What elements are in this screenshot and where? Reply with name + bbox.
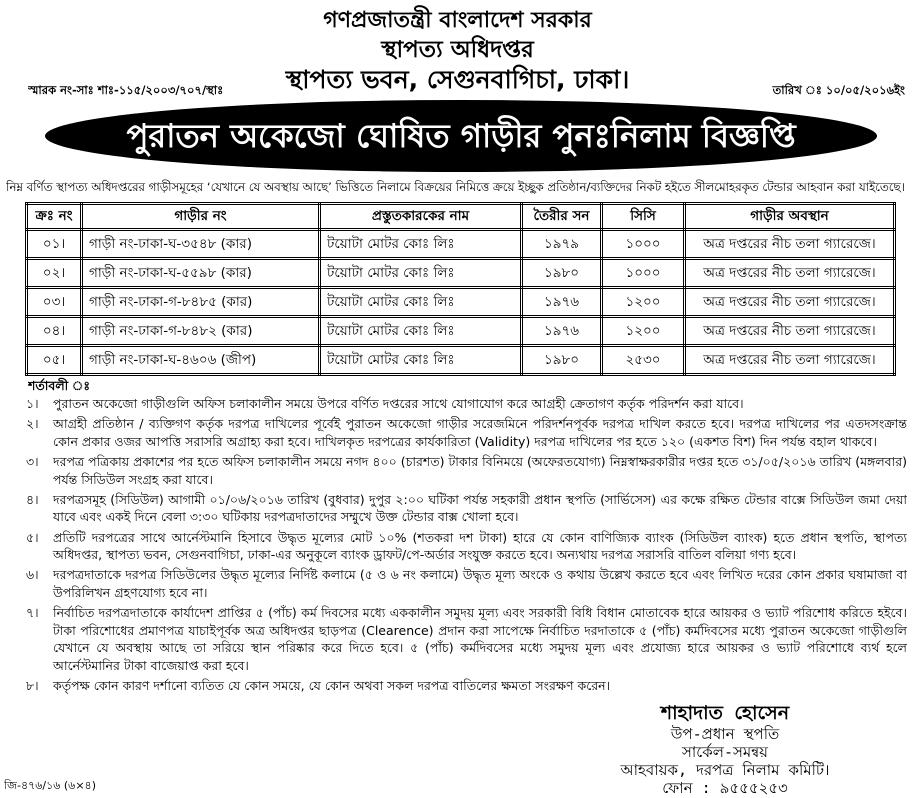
signatory-circle: সার্কেল-সমন্বয় [681, 743, 769, 761]
notice-banner [45, 100, 877, 172]
cc-cell: ১২০০ [602, 317, 685, 346]
cc-cell: ২৫৩০ [602, 346, 685, 375]
year-cell: ১৯৭৬ [522, 288, 602, 317]
banner-title: পুরাতন অকেজো ঘোষিত গাড়ীর পুনঃনিলাম বিজ্ঞপ্তি [126, 117, 796, 155]
conditions-list [26, 395, 907, 700]
condition-number: ৪। [26, 491, 39, 507]
serial-cell: ০৪। [27, 317, 82, 346]
year-cell: ১৯৮০ [522, 346, 602, 375]
condition-number: ৮। [26, 677, 39, 693]
column-header-serial: ক্রঃ নং [27, 204, 82, 230]
vehicle-no-cell: গাড়ী নং-ঢাকা-ঘ-৫৫৯৮ (কার) [82, 259, 320, 288]
memo-number: স্মারক নং-সাঃ শাঃ-১১৫/২০০৩/৭০৭/স্থাঃ [28, 83, 224, 97]
table-row [27, 288, 895, 317]
signatory-phone: ফোন : ৯৫৫৫২৫৩ [662, 779, 788, 797]
serial-cell: ০২। [27, 259, 82, 288]
vehicle-no-cell: গাড়ী নং-ঢাকা-ঘ-৩৫৪৮ (কার) [82, 230, 320, 259]
year-cell: ১৯৭৯ [522, 230, 602, 259]
table-row [27, 230, 895, 259]
signatory-designation: উপ-প্রধান স্থপতি [670, 725, 780, 743]
location-cell: অত্র দপ্তরের নীচ তলা গ্যারেজে। [685, 259, 895, 288]
manufacturer-cell: টয়োটা মোটর কোঃ লিঃ [320, 288, 522, 317]
column-header-year: তৈরীর সন [522, 204, 602, 230]
vehicle-no-cell: গাড়ী নং-ঢাকা-গ-৮৪৮৫ (কার) [82, 288, 320, 317]
ad-reference-code: জি-৪৭৬/১৬ (৬×৪) [4, 779, 96, 792]
column-header-manufacturer: প্রস্তুতকারকের নাম [320, 204, 522, 230]
manufacturer-cell: টয়োটা মোটর কোঃ লিঃ [320, 346, 522, 375]
column-header-vehicle-no: গাড়ীর নং [82, 204, 320, 230]
condition-item [26, 566, 907, 601]
condition-number: ৭। [26, 605, 39, 620]
office-address: স্থাপত্য ভবন, সেগুনবাগিচা, ঢাকা। [285, 65, 630, 94]
year-cell: ১৯৭৬ [522, 317, 602, 346]
condition-text: পুরাতন অকেজো গাড়ীগুলি অফিস চলাকালীন সময়ে উপরে বর্ণিত দপ্তরের সাথে যোগাযোগ করে আগ্রহী ক্রেতাগণ কর্তৃক পরিদর্শন করা যাবে। [53, 396, 744, 411]
location-cell: অত্র দপ্তরের নীচ তলা গ্যারেজে। [685, 317, 895, 346]
manufacturer-cell: টয়োটা মোটর কোঃ লিঃ [320, 259, 522, 288]
location-cell: অত্র দপ্তরের নীচ তলা গ্যারেজে। [685, 230, 895, 259]
government-title: গণপ্রজাতন্ত্রী বাংলাদেশ সরকার [323, 8, 592, 33]
condition-text: প্রতিটি দরপত্রের সাথে আর্নেস্টমানি হিসাবে উদ্ধৃত মূল্যের মোট ১০% (শতকরা দশ টাকা) হারে যে কোন বাণিজ্যিক ব্যাংক (সিডিউল ব্যাংক) হতে প্রধান স্থপতি, স্থাপত্য অধিদপ্তর, স্থাপত্য ভবন, সেগুনবাগিচা, ঢাকা-এর অনুকূলে ব্যাংক ড্রাফট/পে-অর্ডার সংযুক্ত করতে হবে। অন্যথায় দরপত্র সরাসরি বাতিল বলিয়া গণ্য হবে। [53, 529, 907, 562]
table-header-row [27, 204, 895, 230]
condition-item [26, 677, 907, 695]
vehicle-no-cell: গাড়ী নং-ঢাকা-ঘ-৪৬০৬ (জীপ) [82, 346, 320, 375]
year-cell: ১৯৮০ [522, 259, 602, 288]
condition-text: নির্বাচিত দরপত্রদাতাকে কার্যাদেশ প্রাপ্তির ৫ (পাঁচ) কর্ম দিবসের মধ্যে এককালীন সমুদয় মূল্য এবং সরকারী বিধি বিধান মোতাবেক হারে আয়কর ও ভ্যাট পরিশোধ করিতে হইবে। টাকা পরিশোধের প্রমাণপত্র যাচাইপূর্বক অত্র অধিদপ্তর ছাড়পত্র (Clearence) প্রদান করা সাপেক্ষে নির্বাচিত দরদাতাকে ৫ (পাঁচ) কর্মদিবসের মধ্যে পুরাতন অকেজো গাড়ীগুলি যেখানে যে অবস্থায় আছে তা সরিয়ে স্থান পরিষ্কার করে দিতে হবে। ৫ (পাঁচ) কর্মদিবসের মধ্যে সমুদয় মূল্য এবং প্রযোজ্য হারে আয়কর ও ভ্যাট পরিশোধে ব্যর্থ হলে আর্নেস্টমানির টাকা বাজেয়াপ্ত করা হবে। [53, 605, 907, 673]
condition-number: ২। [26, 416, 39, 432]
condition-number: ১। [26, 396, 39, 411]
serial-cell: ০৩। [27, 288, 82, 317]
condition-number: ৫। [26, 529, 39, 545]
condition-item [26, 529, 907, 564]
condition-text: আগ্রহী প্রতিষ্ঠান / ব্যক্তিগণ কর্তৃক দরপত্র দাখিলের পূর্বেই পুরাতন অকেজো গাড়ীর সরেজমিনে পরিদর্শনপূর্বক দরপত্র দাখিল করতে হবে। দরপত্র দাখিলের পর এতদসংক্রান্ত কোন প্রকার ওজর আপত্তি সরাসরি অগ্রাহ্য করা হবে। দাখিলকৃত দরপত্রের কার্যকারিতা (Validity) দরপত্র দাখিলের পর হতে ১২০ (একশত বিশ) দিন পর্যন্ত বহাল থাকবে। [53, 416, 907, 449]
column-header-cc: সিসি [602, 204, 685, 230]
condition-text: দরপত্রসমূহ (সিডিউল) আগামী ০১/০৬/২০১৬ তারিখ (বুধবার) দুপুর ২:০০ ঘটিকা পর্যন্ত সহকারী প্রধান স্থপতি (সার্ভিসেস) এর কক্ষে রক্ষিত টেন্ডার বাক্সে সিডিউল জমা দেয়া যাবে এবং একই দিনে বেলা ৩:৩০ ঘটিকায় দরপত্রদাতাদের সম্মুখে উক্ত টেন্ডার বাক্স খোলা হবে। [53, 491, 907, 525]
serial-cell: ০৫। [27, 346, 82, 375]
location-cell: অত্র দপ্তরের নীচ তলা গ্যারেজে। [685, 346, 895, 375]
cc-cell: ১০০০ [602, 230, 685, 259]
location-cell: অত্র দপ্তরের নীচ তলা গ্যারেজে। [685, 288, 895, 317]
condition-text: কর্তৃপক্ষ কোন কারণ দর্শানো ব্যতিত যে কোন সময়ে, যে কোন অথবা সকল দরপত্র বাতিলের ক্ষমতা সংরক্ষণ করেন। [53, 677, 611, 693]
condition-text: দরপত্রদাতাকে দরপত্র সিডিউলের উদ্ধৃত মূল্যের নির্দিষ্ট কলামে (৫ ও ৬ নং কলামে) উদ্ধৃত মূল্য অংকে ও কথায় উল্লেখ করতে হবে এবং লিখিত দরের কোন প্রকার ঘষামাজা বা উপরিলিখন গ্রহণযোগ্য হবে না। [53, 567, 907, 600]
condition-item [26, 415, 907, 450]
condition-text: দরপত্র পত্রিকায় প্রকাশের পর হতে অফিস চলাকালীন সময়ে নগদ ৪০০ (চারশত) টাকার বিনিময়ে (অফেরতযোগ্য) নিম্নস্বাক্ষরকারীর দপ্তর হতে ৩১/০৫/২০১৬ তারিখ (মঙ্গলবার) পর্যন্ত সিডিউল সংগ্রহ করা যাবে। [53, 454, 907, 487]
table-row [27, 317, 895, 346]
table-row [27, 259, 895, 288]
cc-cell: ১২০০ [602, 288, 685, 317]
conditions-heading: শর্তাবলী ঃ [28, 378, 91, 393]
signatory-role: আহবায়ক, দরপত্র নিলাম কমিটি। [620, 761, 830, 779]
column-header-location: গাড়ীর অবস্থান [685, 204, 895, 230]
condition-item [26, 395, 907, 413]
condition-item [26, 453, 907, 488]
signatory-name: শাহাদাত হোসেন [660, 702, 790, 724]
notice-date: তারিখ ঃ ১০/০৫/২০১৬ইং [772, 83, 905, 97]
vehicle-table [25, 202, 896, 376]
serial-cell: ০১। [27, 230, 82, 259]
department-name: স্থাপত্য অধিদপ্তর [381, 37, 534, 63]
signature-block [555, 701, 895, 798]
condition-item [26, 491, 907, 526]
condition-number: ৩। [26, 454, 39, 469]
cc-cell: ১০০০ [602, 259, 685, 288]
table-row [27, 346, 895, 375]
condition-number: ৬। [26, 567, 39, 583]
intro-text: নিম্ন বর্ণিত স্থাপত্য অধিদপ্তরের গাড়ীসমূহের ‘যেখানে যে অবস্থায় আছে’ ভিত্তিতে নিলামে বিক্রয়ের নিমিত্তে ক্রয়ে ইচ্ছুক প্রতিষ্ঠান/ব্যক্তিদের নিকট হইতে সীলমোহরকৃত টেন্ডার আহবান করা যাইতেছে। [6, 180, 905, 194]
manufacturer-cell: টয়োটা মোটর কোঃ লিঃ [320, 317, 522, 346]
condition-item [26, 604, 907, 674]
vehicle-no-cell: গাড়ী নং-ঢাকা-গ-৮৪৮২ (কার) [82, 317, 320, 346]
manufacturer-cell: টয়োটা মোটর কোঃ লিঃ [320, 230, 522, 259]
